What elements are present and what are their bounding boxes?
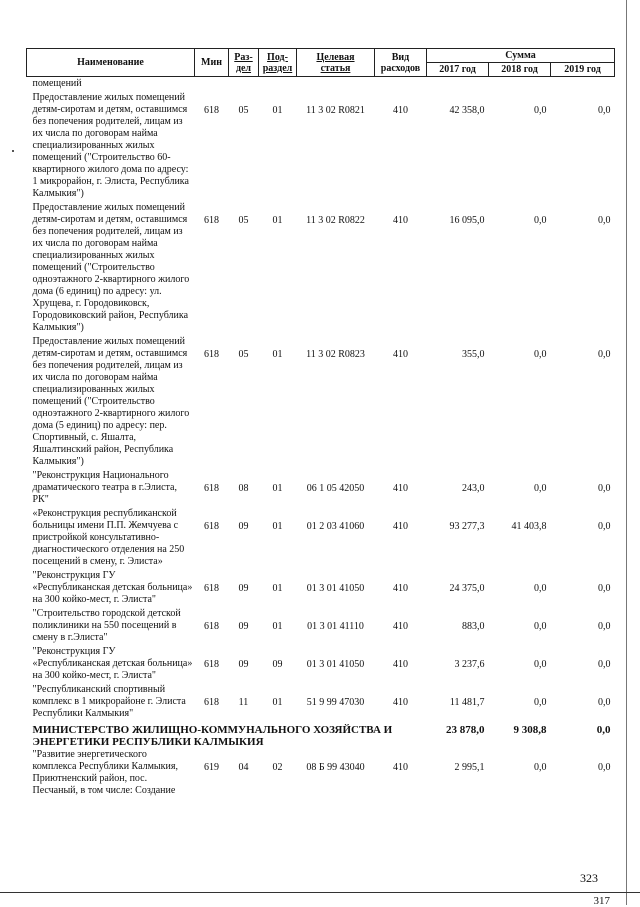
row-sum-2019: 0,0	[598, 762, 611, 773]
row-min: 618	[204, 105, 219, 116]
row-name: Предоставление жилых помещений детям-сиротам и детям, оставшимся без попечения родителей, лицам из их числа по договорам найма специализированных жилых помещений ("Строительство одноэтажного 2-квартирного жилого дома (6 единиц) по адресу: ул. Хрущева, г. Городовиковск, Городовиковский район, Республика Калмыкия")	[32, 202, 190, 333]
row-name: "Реконструкция ГУ «Республиканская детская больница» на 300 койко-мест, г. Элиста"	[32, 570, 193, 605]
row-podrazdel: 01	[272, 349, 283, 360]
row-name: Предоставление жилых помещений детям-сиротам и детям, оставшимся без попечения родителей, лицам из их числа по договорам найма специализированных жилых помещений ("Строительство одноэтажного 2-квартирного жилого дома (5 единиц) по адресу: пер. Спортивный, с. Яшалта, Яшалтинский район, Республика Калмыкия")	[32, 336, 190, 467]
row-target	[297, 77, 375, 92]
row-name: "Республиканский спортивный комплекс в 1 микрорайоне г. Элиста Республики Калмыкия"	[32, 684, 186, 719]
row-sum-2019	[551, 77, 615, 92]
row-sum-2019: 0,0	[598, 583, 611, 594]
row-target: 11 3 02 R0823	[306, 349, 365, 360]
row-sum-2017: 24 375,0	[449, 583, 485, 594]
row-razdel: 05	[238, 105, 249, 116]
ministry-sum-2018: 9 308,8	[513, 724, 547, 736]
row-podrazdel: 01	[272, 697, 283, 708]
row-sum-2018: 0,0	[534, 105, 547, 116]
row-name: помещений	[32, 78, 82, 89]
row-sum-2019: 0,0	[598, 483, 611, 494]
row-razdel: 09	[238, 659, 249, 670]
row-sum-2018	[489, 77, 551, 92]
row-target: 01 2 03 41060	[306, 521, 365, 532]
col-header-target: Целевая статья	[297, 49, 375, 77]
row-podrazdel: 02	[272, 762, 283, 773]
table-row	[27, 91, 615, 201]
row-name: «Реконструкция республиканской больницы имени П.П. Жемчуева с пристройкой консультативно-диагностического отделения на 250 посещений в смену, г. Элиста»	[32, 508, 185, 567]
page-number-bottom: 317	[593, 895, 610, 907]
row-sum-2017: 243,0	[462, 483, 485, 494]
table-row	[27, 748, 615, 798]
row-sum-2019: 0,0	[598, 215, 611, 226]
row-sum-2018: 0,0	[534, 349, 547, 360]
row-target: 08 Б 99 43040	[306, 762, 365, 773]
row-sum-2018: 0,0	[534, 621, 547, 632]
table-row	[27, 683, 615, 721]
ministry-name: МИНИСТЕРСТВО ЖИЛИЩНО-КОММУНАЛЬНОГО ХОЗЯЙСТВА И ЭНЕРГЕТИКИ РЕСПУБЛИКИ КАЛМЫКИЯ	[32, 724, 393, 748]
row-sum-2018: 0,0	[534, 483, 547, 494]
row-sum-2018: 0,0	[534, 697, 547, 708]
row-min: 618	[204, 521, 219, 532]
row-min	[195, 77, 229, 92]
row-name: "Строительство городской детской поликлиники на 550 посещений в смену в г.Элиста"	[32, 608, 181, 643]
col-header-razdel: Раз- дел	[229, 49, 259, 77]
row-name: Предоставление жилых помещений детям-сиротам и детям, оставшимся без попечения родителей, лицам из их числа по договорам найма специализированных жилых помещений ("Строительство 60-квартирного жилого дома по адресу: 1 микрорайон, г. Элиста, Республика Калмыкия")	[32, 92, 189, 199]
row-vid: 410	[393, 483, 408, 494]
col-header-sum: Сумма	[427, 49, 615, 63]
table-row	[27, 607, 615, 645]
row-sum-2017: 3 237,6	[454, 659, 485, 670]
row-vid: 410	[393, 621, 408, 632]
row-podrazdel: 01	[272, 621, 283, 632]
row-podrazdel: 01	[272, 215, 283, 226]
row-razdel: 09	[238, 521, 249, 532]
row-vid: 410	[393, 762, 408, 773]
row-min: 618	[204, 215, 219, 226]
row-sum-2019: 0,0	[598, 521, 611, 532]
row-sum-2017: 883,0	[462, 621, 485, 632]
row-sum-2019: 0,0	[598, 697, 611, 708]
row-sum-2018: 0,0	[534, 215, 547, 226]
row-sum-2017: 16 095,0	[449, 215, 485, 226]
row-name: "Реконструкция Национального драматического театра в г.Элиста, РК"	[32, 470, 177, 505]
row-vid: 410	[393, 659, 408, 670]
ministry-row	[27, 721, 615, 748]
row-sum-2018: 41 403,8	[511, 521, 547, 532]
row-min: 618	[204, 621, 219, 632]
budget-table-sheet	[26, 48, 614, 798]
row-vid	[375, 77, 427, 92]
row-razdel: 08	[238, 483, 249, 494]
row-razdel: 11	[238, 697, 249, 708]
row-vid: 410	[393, 583, 408, 594]
row-vid: 410	[393, 697, 408, 708]
row-target: 01 3 01 41050	[306, 659, 365, 670]
row-target: 01 3 01 41110	[307, 621, 364, 632]
row-razdel: 04	[238, 762, 249, 773]
row-razdel: 09	[238, 621, 249, 632]
row-sum-2017	[427, 77, 489, 92]
row-name: "Развитие энергетического комплекса Республики Калмыкия, Приютненский район, пос. Песчаный, в том числе: Создание	[32, 749, 178, 796]
row-podrazdel: 01	[272, 483, 283, 494]
row-razdel: 05	[238, 215, 249, 226]
row-sum-2017: 2 995,1	[454, 762, 485, 773]
row-vid: 410	[393, 521, 408, 532]
table-row	[27, 507, 615, 569]
row-target: 51 9 99 47030	[306, 697, 365, 708]
col-header-2017: 2017 год	[427, 63, 489, 77]
row-target: 11 3 02 R0822	[306, 215, 365, 226]
row-sum-2017: 42 358,0	[449, 105, 485, 116]
row-podrazdel: 01	[272, 521, 283, 532]
ministry-sum-2017: 23 878,0	[446, 724, 485, 736]
table-row	[27, 77, 615, 92]
table-row	[27, 201, 615, 335]
row-vid: 410	[393, 349, 408, 360]
table-row	[27, 645, 615, 683]
row-sum-2019: 0,0	[598, 349, 611, 360]
row-sum-2017: 355,0	[462, 349, 485, 360]
row-name: "Реконструкция ГУ «Республиканская детская больница» на 300 койко-мест, г. Элиста"	[32, 646, 193, 681]
row-sum-2017: 93 277,3	[449, 521, 485, 532]
row-podrazdel: 01	[272, 105, 283, 116]
row-target: 06 1 05 42050	[306, 483, 365, 494]
row-sum-2018: 0,0	[534, 583, 547, 594]
row-razdel: 09	[238, 583, 249, 594]
table-row	[27, 469, 615, 507]
bottom-rule	[0, 892, 640, 893]
ministry-sum-2019: 0,0	[596, 724, 611, 736]
row-sum-2018: 0,0	[534, 762, 547, 773]
row-sum-2019: 0,0	[598, 105, 611, 116]
page-number: 323	[580, 871, 598, 885]
row-min: 618	[204, 697, 219, 708]
table-row	[27, 569, 615, 607]
col-header-2018: 2018 год	[489, 63, 551, 77]
row-min: 618	[204, 659, 219, 670]
row-podrazdel: 01	[272, 583, 283, 594]
col-header-podrazdel: Под- раздел	[259, 49, 297, 77]
budget-table	[26, 48, 615, 798]
table-row	[27, 335, 615, 469]
col-header-name: Наименование	[27, 49, 195, 77]
row-razdel	[229, 77, 259, 92]
row-sum-2019: 0,0	[598, 621, 611, 632]
margin-mark	[12, 150, 14, 152]
row-min: 618	[204, 349, 219, 360]
row-sum-2018: 0,0	[534, 659, 547, 670]
row-podrazdel	[259, 77, 297, 92]
row-min: 618	[204, 483, 219, 494]
row-target: 11 3 02 R0821	[306, 105, 365, 116]
row-min: 618	[204, 583, 219, 594]
row-vid: 410	[393, 215, 408, 226]
row-vid: 410	[393, 105, 408, 116]
row-sum-2019: 0,0	[598, 659, 611, 670]
row-target: 01 3 01 41050	[306, 583, 365, 594]
col-header-vid: Вид расходов	[375, 49, 427, 77]
row-razdel: 05	[238, 349, 249, 360]
col-header-2019: 2019 год	[551, 63, 615, 77]
row-sum-2017: 11 481,7	[449, 697, 485, 708]
row-min: 619	[204, 762, 219, 773]
page-edge-line	[626, 0, 627, 905]
row-podrazdel: 09	[272, 659, 283, 670]
col-header-min: Мин	[195, 49, 229, 77]
